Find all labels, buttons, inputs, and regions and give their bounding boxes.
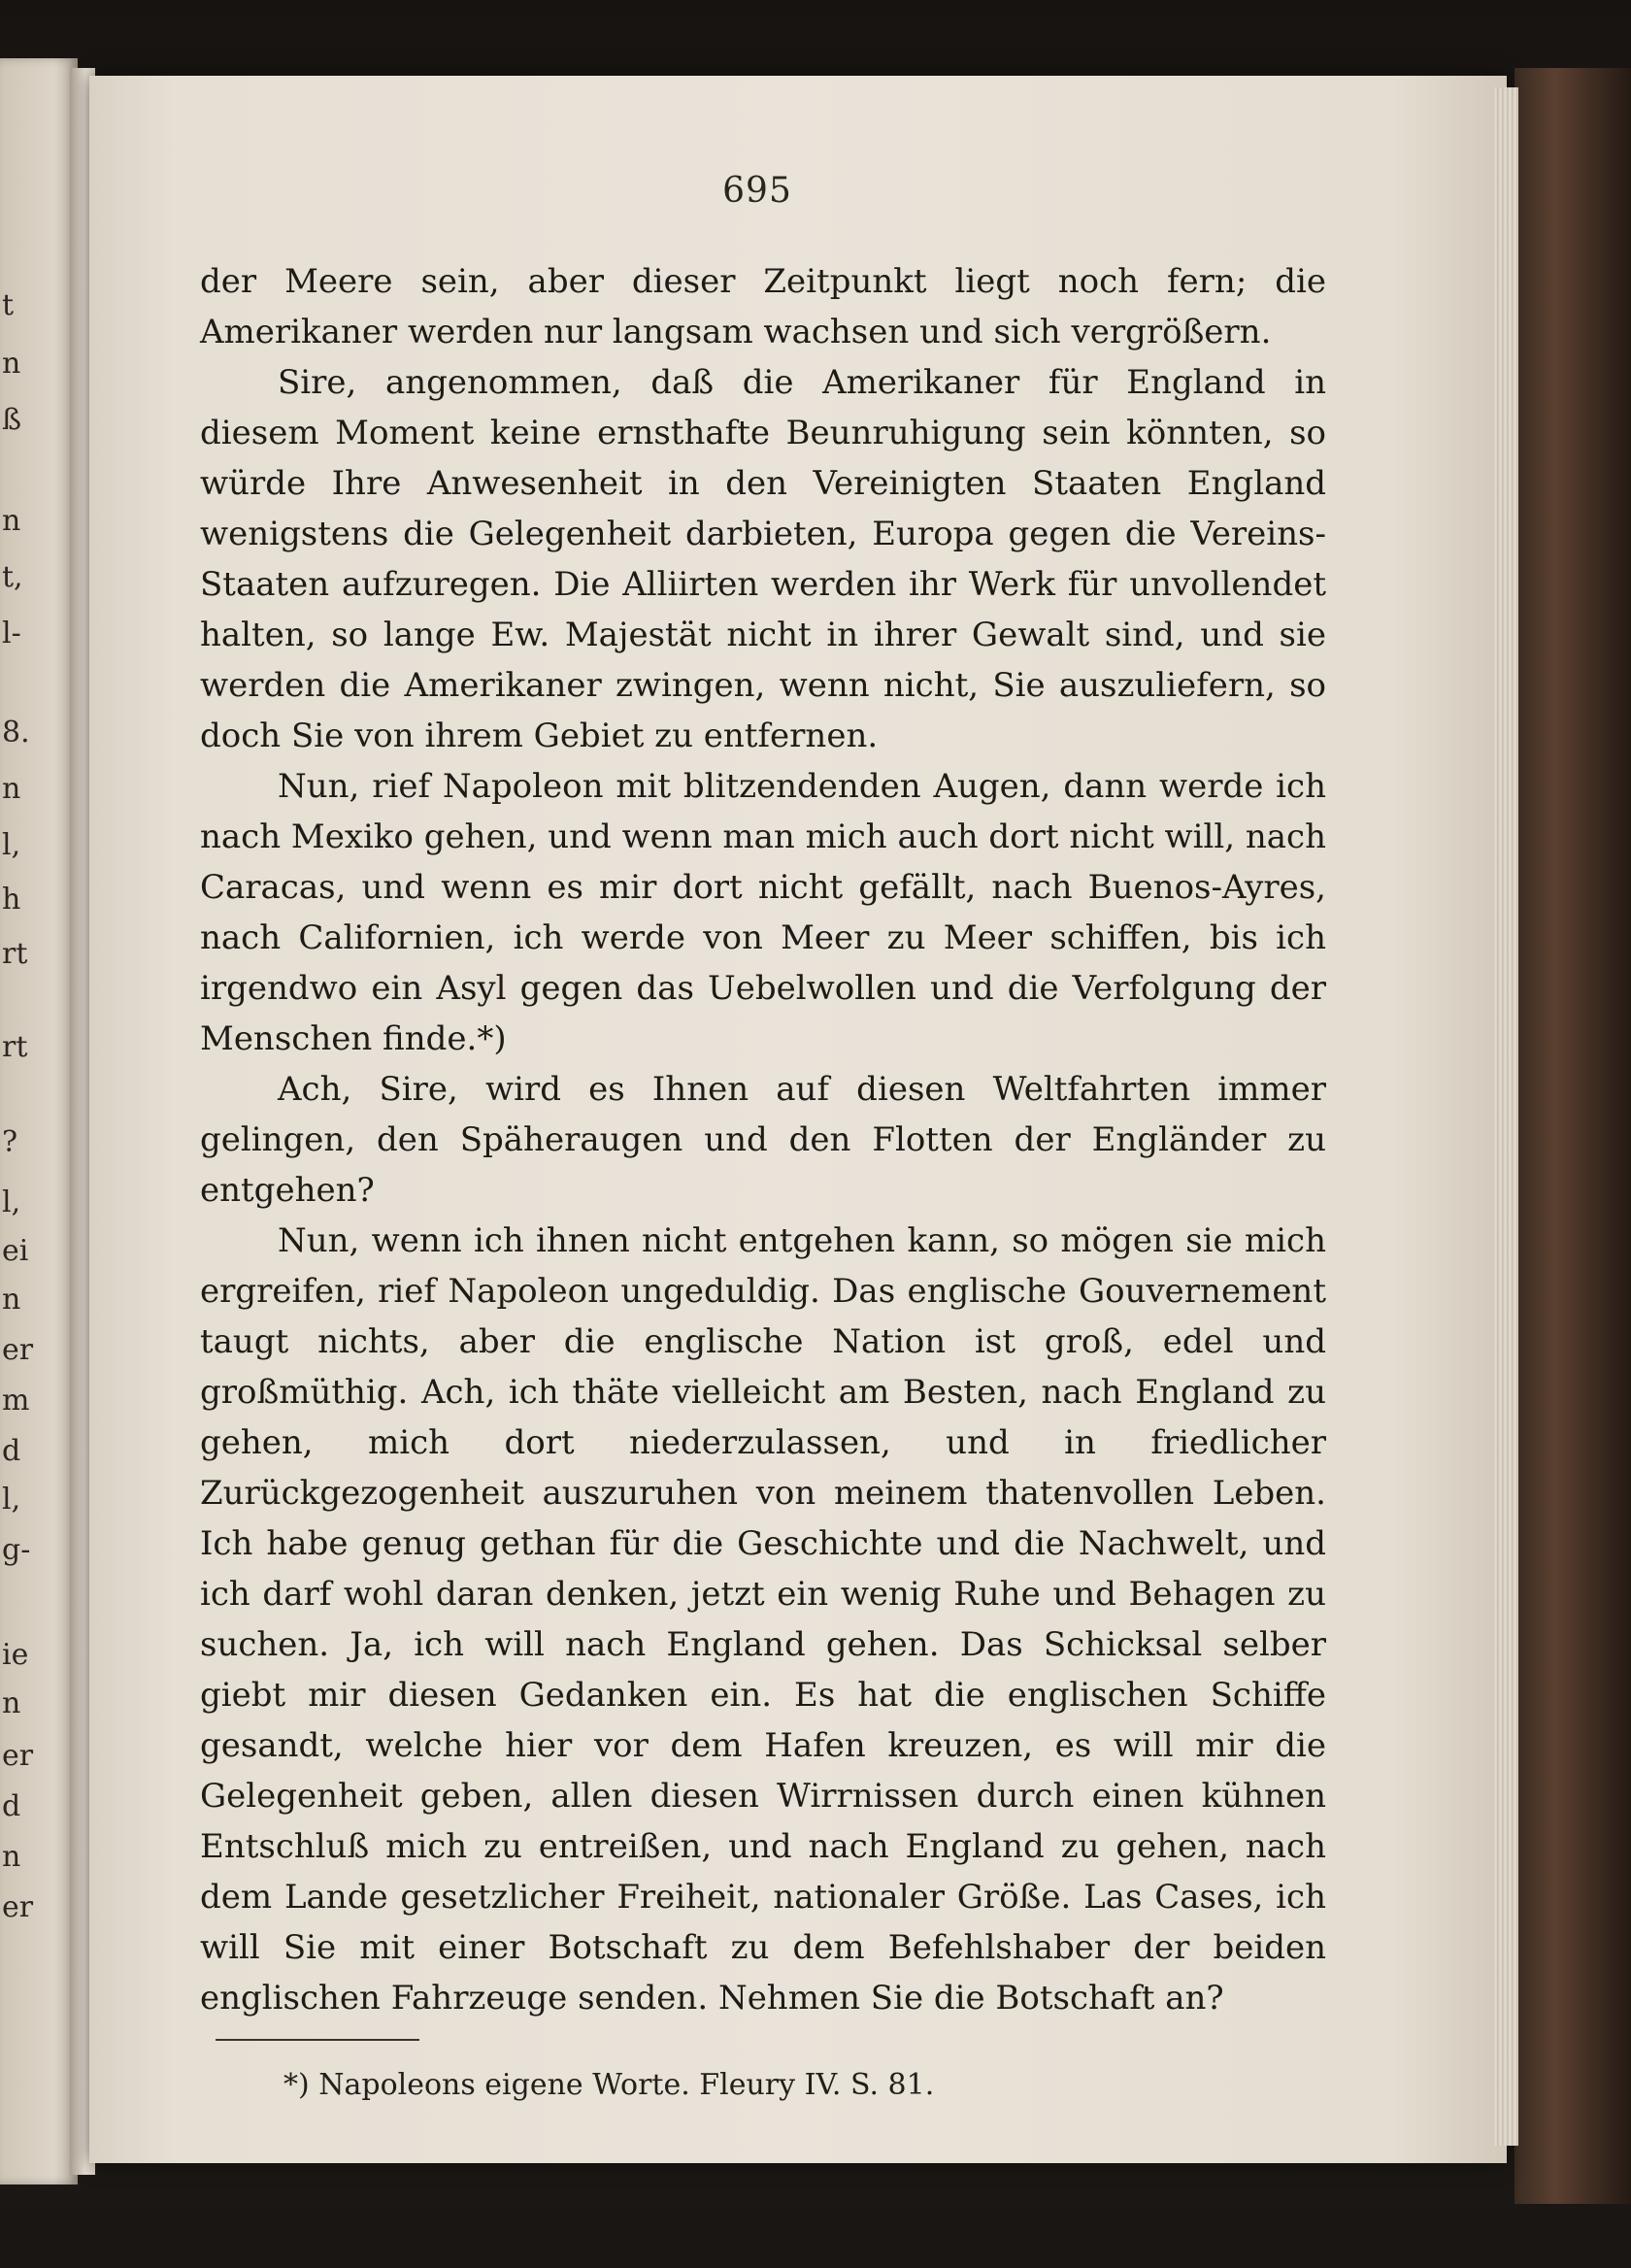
left-page-fragment: n	[2, 772, 21, 806]
footnote-divider	[216, 2039, 419, 2041]
left-page-fragment: er	[2, 1333, 34, 1367]
page-stack-edge	[1493, 87, 1518, 2146]
paragraph: der Meere sein, aber dieser Zeitpunkt liegt noch fern; die Amerikaner werden nur langsam wachsen und sich vergrößern.	[200, 262, 1326, 351]
left-page-edge	[0, 58, 78, 2185]
left-page-fragment: er	[2, 1890, 34, 1924]
left-page-fragment: rt	[2, 937, 28, 971]
left-page-fragment: n	[2, 504, 21, 538]
left-page-fragment: d	[2, 1789, 21, 1823]
left-page-fragment: ß	[2, 403, 22, 437]
body-text	[200, 256, 1326, 2023]
left-page-fragment: 8.	[2, 716, 30, 750]
left-page-fragment: d	[2, 1434, 21, 1468]
page-number: 695	[722, 171, 792, 211]
left-page-fragment: n	[2, 1283, 21, 1317]
book-cover-edge	[1514, 68, 1631, 2204]
paragraph: Nun, wenn ich ihnen nicht entgehen kann, so mögen sie mich ergreifen, rief Napoleon ungeduldig. Das englische Gouvernement taugt nichts, aber die englische Nation ist groß, edel und großmüthig. Ach, ich thäte vielleicht am Besten, nach England zu gehen, mich dort niederzulassen, und in friedlicher Zurückgezogenheit auszuruhen von meinem thatenvollen Leben. Ich habe genug gethan für die Geschichte und die Nachwelt, und ich darf wohl daran denken, jetzt ein wenig Ruhe und Behagen zu suchen. Ja, ich will nach England gehen. Das Schicksal selber giebt mir diesen Gedanken ein. Es hat die englischen Schiffe gesandt, welche hier vor dem Hafen kreuzen, es will mir die Gelegenheit geben, allen diesen Wirrnissen durch einen kühnen Entschluß mich zu entreißen, und nach England zu gehen, nach dem Lande gesetzlicher Freiheit, nationaler Größe. Las Cases, ich will Sie mit einer Botschaft zu dem Befehlshaber der beiden englischen Fahrzeuge senden. Nehmen Sie die Botschaft an?	[200, 1221, 1326, 2018]
left-page-fragment: n	[2, 1686, 21, 1720]
left-page-fragment: l,	[2, 1483, 21, 1517]
left-page-fragment: g-	[2, 1533, 31, 1567]
left-page-fragment: ?	[2, 1125, 18, 1159]
left-page-fragment: rt	[2, 1030, 28, 1064]
paragraph: Sire, angenommen, daß die Amerikaner für England in diesem Moment keine ernsthafte Beunruhigung sein könnten, so würde Ihre Anwesenheit in den Vereinigten Staaten England wenigstens die Gelegenheit darbieten, Europa gegen die Vereins-Staaten aufzuregen. Die Alliirten werden ihr Werk für unvollendet halten, so lange Ew. Majestät nicht in ihrer Gewalt sind, und sie werden die Amerikaner zwingen, wenn nicht, Sie auszuliefern, so doch Sie von ihrem Gebiet zu entfernen.	[200, 363, 1326, 755]
paragraph: Nun, rief Napoleon mit blitzendenden Augen, dann werde ich nach Mexiko gehen, und wenn man mich auch dort nicht will, nach Caracas, und wenn es mir dort nicht gefällt, nach Buenos-Ayres, nach Californien, ich werde von Meer zu Meer schiffen, bis ich irgendwo ein Asyl gegen das Uebelwollen und die Verfolgung der Menschen finde.*)	[200, 767, 1326, 1058]
left-page-fragment: ei	[2, 1234, 29, 1268]
left-page-fragment: er	[2, 1739, 34, 1773]
left-page-fragment: n	[2, 1840, 21, 1874]
left-page-fragment: t,	[2, 560, 23, 594]
left-page-fragment: m	[2, 1384, 30, 1418]
left-page-fragment: l-	[2, 617, 21, 650]
footnote: *) Napoleons eigene Worte. Fleury IV. S. 81.	[283, 2068, 935, 2102]
left-page-fragment: l,	[2, 1185, 21, 1219]
left-page-fragment: h	[2, 883, 21, 917]
left-page-fragment: n	[2, 347, 21, 381]
paragraph: Ach, Sire, wird es Ihnen auf diesen Weltfahrten immer gelingen, den Späheraugen und den Flotten der Engländer zu entgehen?	[200, 1070, 1326, 1210]
left-page-fragment: ie	[2, 1638, 29, 1672]
left-page-fragment: t	[2, 288, 15, 322]
left-page-fragment: l,	[2, 828, 21, 862]
